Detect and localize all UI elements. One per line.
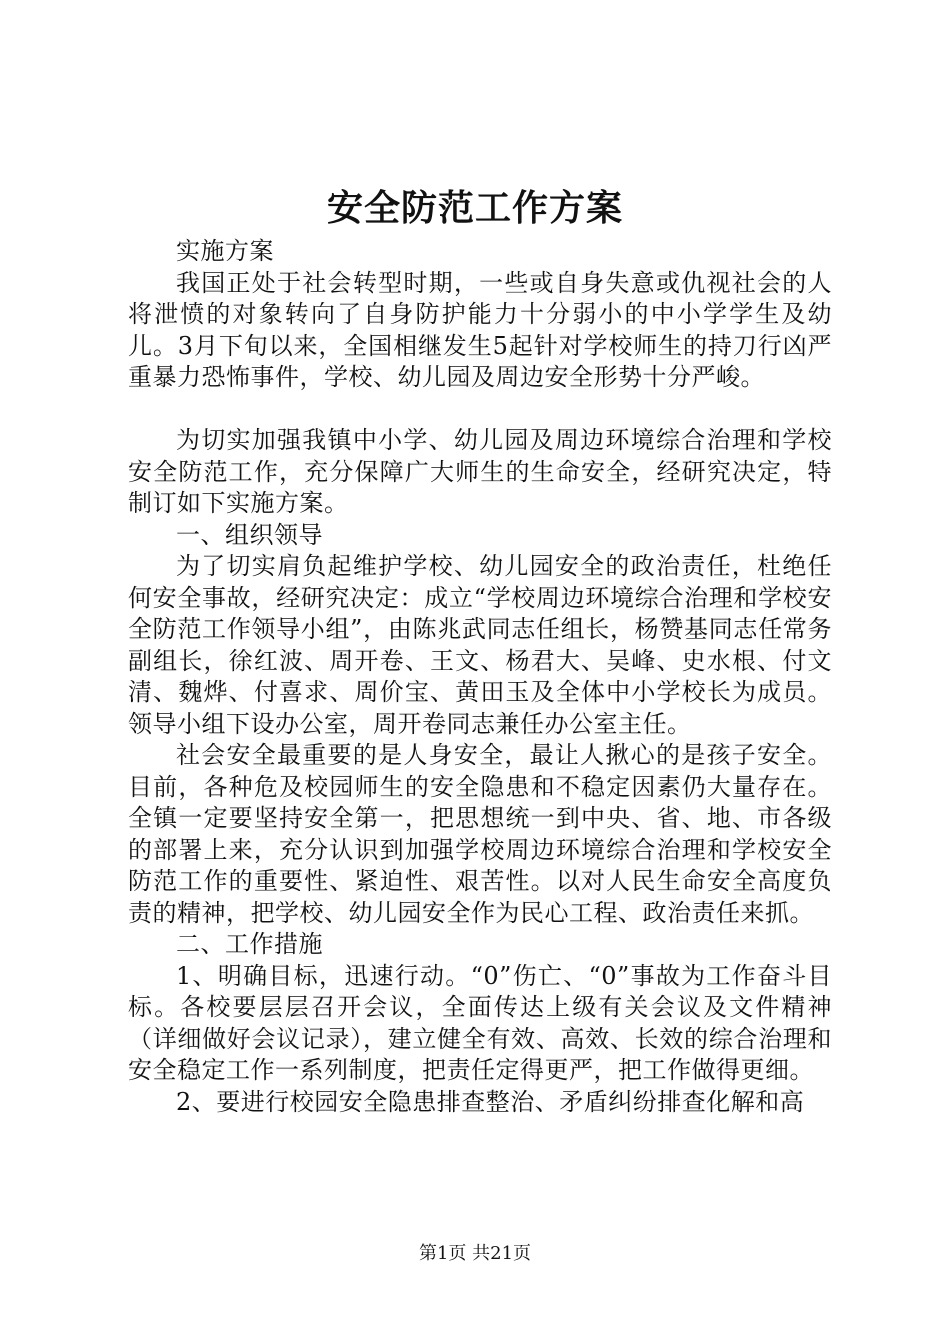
document-body [128,236,832,1118]
page-number-footer: 第1页 共21页 [418,1243,532,1264]
paragraph-background: 我国正处于社会转型时期，一些或自身失意或仇视社会的人将泄愤的对象转向了自身防护能力十分弱小的中小学学生及幼儿。3月下旬以来，全国相继发生5起针对学校师生的持刀行凶严重暴力恐怖事件，学校、幼儿园及周边安全形势十分严峻。 [128,268,832,391]
paragraph-subtitle: 实施方案 [176,237,274,265]
section-heading-measures: 二、工作措施 [176,930,323,958]
paragraph-measure-2: 2、要进行校园安全隐患排查整治、矛盾纠纷排查化解和高 [176,1087,805,1116]
section-heading-organization: 一、组织领导 [176,520,323,549]
paragraph-leadership-group: 为了切实肩负起维护学校、幼儿园安全的政治责任，杜绝任何安全事故，经研究决定：成立“学校周边环境综合治理和学校安全防范工作领导小组”，由陈兆武同志任组长，杨赞基同志任常务副组长，徐红波、周开卷、王文、杨君大、吴峰、史水根、付文清、魏烨、付喜求、周价宝、黄田玉及全体中小学校长为成员。领导小组下设办公室，周开卷同志兼任办公室主任。 [128,552,832,738]
paragraph-measure-1: 1、明确目标，迅速行动。“0”伤亡、“0”事故为工作奋斗目标。各校要层层召开会议，全面传达上级有关会议及文件精神（详细做好会议记录），建立健全有效、高效、长效的综合治理和安全稳定工作一系列制度，把责任定得更严，把工作做得更细。 [128,961,832,1084]
paragraph-purpose: 为切实加强我镇中小学、幼儿园及周边环境综合治理和学校安全防范工作，充分保障广大师生的生命安全，经研究决定，特制订如下实施方案。 [128,426,832,517]
paragraph-safety-importance: 社会安全最重要的是人身安全，最让人揪心的是孩子安全。目前，各种危及校园师生的安全隐患和不稳定因素仍大量存在。全镇一定要坚持安全第一，把思想统一到中央、省、地、市各级的部署上来，充分认识到加强学校周边环境综合治理和学校安全防范工作的重要性、紧迫性、艰苦性。以对人民生命安全高度负责的精神，把学校、幼儿园安全作为民心工程、政治责任来抓。 [128,741,832,927]
document-title: 安全防范工作方案 [326,187,623,229]
